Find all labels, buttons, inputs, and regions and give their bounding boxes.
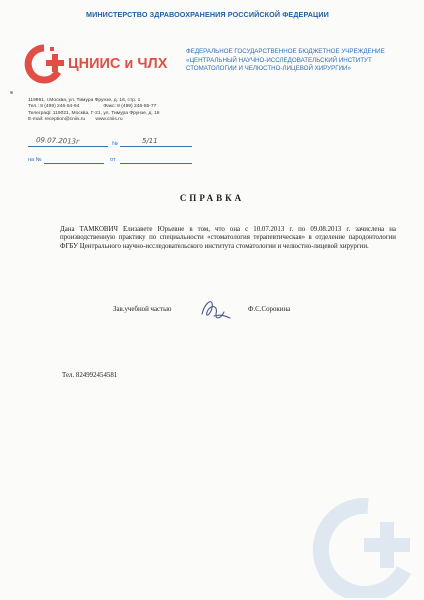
contact-fax: Факс: 8 (499) 246-65-77 (103, 104, 157, 110)
contact-site: www.cniis.ru (95, 117, 123, 123)
signer-role: Зав.учебной частью (113, 306, 172, 313)
org-line-3: СТОМАТОЛОГИИ И ЧЕЛЮСТНО-ЛИЦЕВОЙ ХИРУРГИИ» (186, 65, 351, 73)
email-site-row (28, 117, 160, 123)
phone-fax-row (28, 104, 160, 110)
organization-name (186, 48, 385, 74)
ministry-header: МИНИСТЕРСТВО ЗДРАВООХРАНЕНИЯ РОССИЙСКОЙ ФЕДЕРАЦИИ (86, 10, 329, 19)
document-title: СПРАВКА (179, 193, 245, 203)
logo-text: ЦНИИС и ЧЛХ (68, 56, 168, 72)
telegraph: Телеграф: 119021, Москва, Г-21, ул. Тимура Фрунзе, д. 16 (28, 110, 160, 116)
org-line-2: «ЦЕНТРАЛЬНЫЙ НАУЧНО-ИССЛЕДОВАТЕЛЬСКИЙ ИНСТИТУТ (186, 56, 372, 64)
ot-line (120, 163, 192, 164)
number-line (120, 146, 192, 147)
institute-logo (22, 44, 172, 84)
contact-tel: Тел.: 8 (499) 246-64-94 (28, 104, 80, 110)
signer-name: Ф.С.Сорокина (248, 306, 291, 313)
na-label: на № (28, 157, 42, 163)
punch-hole (10, 91, 13, 94)
handwritten-signature (196, 294, 242, 324)
handwritten-number: 5/11 (142, 137, 158, 145)
date-line (28, 146, 108, 147)
document-body (60, 226, 396, 251)
contact-block (28, 98, 160, 124)
watermark-logo (308, 498, 418, 598)
address: 119991, г.Москва, ул. Тимура Фрунзе, д. 16, стр. 1 (28, 98, 141, 103)
logo-emblem-icon (22, 44, 70, 84)
na-line (44, 163, 104, 164)
handwritten-date: 09.07.2013г (35, 136, 80, 146)
org-line-1: ФЕДЕРАЛЬНОЕ ГОСУДАРСТВЕННОЕ БЮДЖЕТНОЕ УЧРЕЖДЕНИЕ (186, 48, 385, 55)
number-sign: № (112, 141, 118, 147)
body-text: Дана ТАМКОВИЧ Елизавете Юрьевне в том, что она с 10.07.2013 г. по 09.08.2013 г. зачислена на производственную практику по специальности «стоматология терапевтическая» в отделение пародонтологии ФГБУ Центрального научно-исследовательского института стоматологии и челюстно-лицевой хирургии. (60, 226, 396, 250)
contact-phone: Тел. 824992454581 (62, 372, 118, 379)
ot-label: от (110, 157, 116, 163)
contact-email: E-mail: reception@cniis.ru (28, 117, 86, 123)
